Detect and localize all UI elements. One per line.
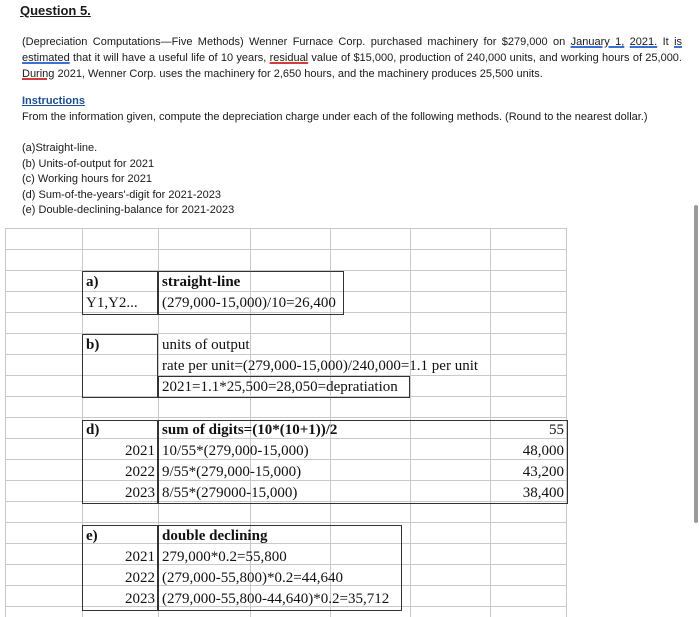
section-e-title: double declining	[162, 528, 268, 544]
d-row-year: 2022	[125, 464, 155, 480]
problem-statement	[22, 35, 682, 82]
section-e-label: e)	[86, 528, 98, 544]
section-d-title: sum of digits=(10*(10+1))/2	[162, 422, 338, 438]
instructions-list	[22, 141, 234, 219]
during-word: During	[22, 67, 55, 80]
vertical-scrollbar[interactable]	[694, 205, 698, 523]
d-row-amount: 43,200	[522, 464, 564, 480]
d-row-formula: 8/55*(279000-15,000)	[162, 485, 298, 501]
e-row-formula: (279,000-55,800)*0.2=44,640	[162, 570, 343, 586]
question-title: Question 5.	[20, 3, 91, 18]
sentence2-mid: that it will have a useful life of 10 years,	[69, 51, 270, 64]
date-part2: 2021.	[629, 36, 658, 48]
grid-line	[5, 228, 567, 229]
instruction-item: (e) Double-declining-balance for 2021-2023	[22, 204, 235, 217]
section-b-rate: rate per unit=(279,000-15,000)/240,000=1.1 per unit	[162, 358, 479, 374]
section-b-result: 2021=1.1*25,500=28,050=depratiation	[162, 379, 398, 395]
grid-line	[5, 249, 567, 250]
e-row-year: 2021	[125, 549, 155, 565]
e-row-formula: 279,000*0.2=55,800	[162, 549, 287, 565]
section-a-title: straight-line	[162, 274, 241, 290]
section-d-total: 55	[549, 422, 564, 438]
e-row-formula: (279,000-55,800-44,640)*0.2=35,712	[162, 591, 390, 607]
instruction-item: (d) Sum-of-the-years'-digit for 2021-2023	[22, 188, 221, 201]
instruction-item: (c) Working hours for 2021	[22, 173, 153, 186]
d-row-year: 2021	[125, 443, 155, 459]
sentence2-start: It	[657, 36, 675, 48]
d-row-amount: 48,000	[522, 443, 564, 459]
instruction-item: (b) Units-of-output for 2021	[22, 157, 155, 170]
residual-word: residual	[269, 51, 309, 64]
e-row-year: 2023	[125, 591, 155, 607]
section-a-label: a)	[86, 274, 99, 290]
e-row-year: 2022	[125, 570, 155, 586]
problem-intro: (Depreciation Computations—Five Methods) Wenner Furnace Corp. purchased machinery for $279,000 on	[22, 36, 571, 48]
d-row-year: 2023	[125, 485, 155, 501]
d-row-formula: 10/55*(279,000-15,000)	[162, 443, 309, 459]
is-estimated: is estimated	[22, 36, 683, 64]
section-a-years: Y1,Y2...	[86, 295, 138, 311]
sentence3: 2021, Wenner Corp. uses the machinery for 2,650 hours, and the machinery produces 25,500 units.	[54, 67, 543, 80]
grid-line	[5, 228, 6, 617]
date-part1: January 1,	[570, 36, 625, 48]
section-d-label: d)	[86, 422, 100, 438]
sentence2-end: value of $15,000, production of 240,000 units, and working hours of 25,000.	[308, 51, 682, 64]
grid-line	[5, 522, 567, 523]
section-b-title: units of output	[162, 337, 250, 353]
section-b-label: b)	[86, 337, 100, 353]
instruction-item: (a)Straight-line.	[22, 142, 98, 154]
d-row-amount: 38,400	[522, 485, 564, 501]
d-row-formula: 9/55*(279,000-15,000)	[162, 464, 302, 480]
section-a-formula: (279,000-15,000)/10=26,400	[162, 295, 336, 311]
instructions-text: From the information given, compute the depreciation charge under each of the following methods. (Round to the nearest dollar.)	[22, 111, 648, 123]
instructions-heading: Instructions	[22, 95, 85, 107]
grid-line	[5, 417, 567, 418]
